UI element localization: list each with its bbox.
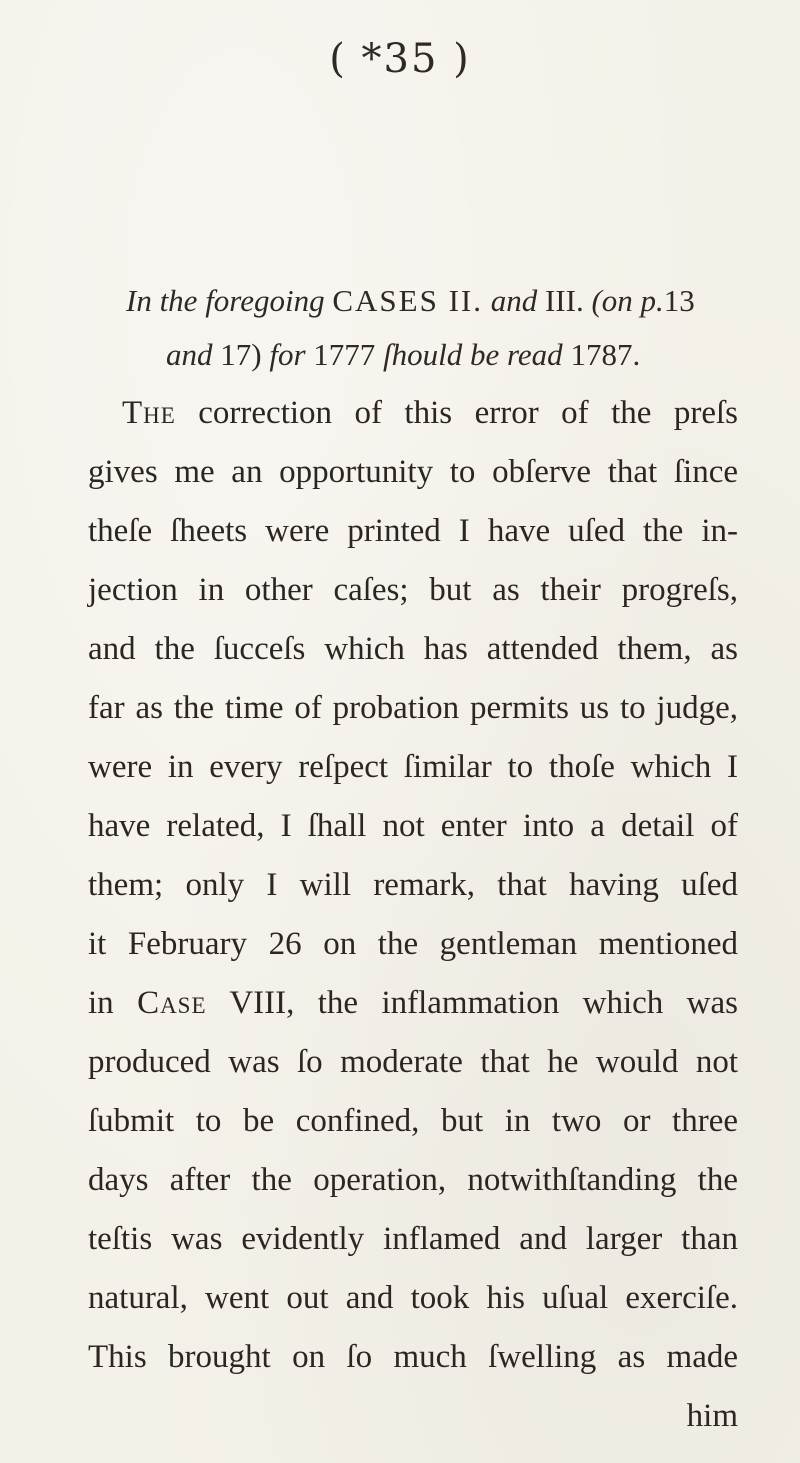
line-text: gives me an opportunity to obſerve that ſince [88, 454, 738, 490]
text-line [122, 395, 738, 432]
case-label: Case [137, 985, 207, 1021]
erratum-text: and [490, 283, 538, 318]
page-number: ( *35 ) [329, 36, 471, 82]
text-line [88, 1162, 738, 1199]
erratum-text: (on p. [591, 283, 664, 318]
line-text: jection in other caſes; but as their progreſs, [88, 572, 738, 608]
line-text: theſe ſheets were printed I have uſed the in- [88, 513, 738, 549]
erratum-page-number: 17) [220, 337, 262, 372]
erratum-text: In the foregoing [126, 283, 325, 318]
line-text: it February 26 on the gentleman mentioned [88, 926, 738, 962]
erratum-wrong-year: 1777 [313, 337, 376, 372]
text-line [88, 749, 738, 786]
line-text: have related, I ſhall not enter into a detail of [88, 808, 738, 844]
text-line [88, 808, 738, 845]
line-text: ſubmit to be confined, but in two or three [88, 1103, 738, 1139]
erratum-case-number: III. [544, 283, 584, 318]
line-text: and the ſucceſs which has attended them, as [88, 631, 738, 667]
text-line [88, 867, 738, 904]
text-line [88, 926, 738, 963]
text-line [88, 1103, 738, 1140]
text-line [88, 513, 738, 550]
erratum-line-2 [166, 337, 800, 373]
erratum-correct-year: 1787. [570, 337, 641, 372]
erratum-text: ſhould be read [383, 337, 563, 372]
erratum-cases: CASES II. [332, 283, 483, 318]
line-text: produced was ſo moderate that he would not [88, 1044, 738, 1080]
line-text: them; only I will remark, that having uſed [88, 867, 738, 903]
text-line [88, 631, 738, 668]
erratum-text: and [166, 337, 213, 372]
erratum-text: for [269, 337, 306, 372]
text-line [88, 1221, 738, 1258]
erratum-line-1 [126, 283, 776, 319]
text-line [88, 1398, 738, 1435]
lead-word: The [122, 395, 176, 431]
text-line [88, 985, 738, 1022]
line-text: in [88, 985, 114, 1021]
line-text: days after the operation, notwithſtanding the [88, 1162, 738, 1198]
line-text: far as the time of probation permits us to judge, [88, 690, 738, 726]
line-text: him [686, 1398, 738, 1434]
line-text: VIII, the inflammation which was [229, 985, 738, 1021]
line-text: natural, went out and took his uſual exerciſe. [88, 1280, 738, 1316]
erratum-page-number: 13 [663, 283, 695, 318]
line-text: This brought on ſo much ſwelling as made [88, 1339, 738, 1375]
text-line [88, 572, 738, 609]
text-line [88, 690, 738, 727]
line-text: correction of this error of the preſs [198, 395, 738, 431]
text-line [88, 1339, 738, 1376]
text-line [88, 1044, 738, 1081]
text-line [88, 1280, 738, 1317]
line-text: were in every reſpect ſimilar to thoſe which I [88, 749, 738, 785]
text-line [88, 454, 738, 491]
line-text: teſtis was evidently inflamed and larger than [88, 1221, 738, 1257]
